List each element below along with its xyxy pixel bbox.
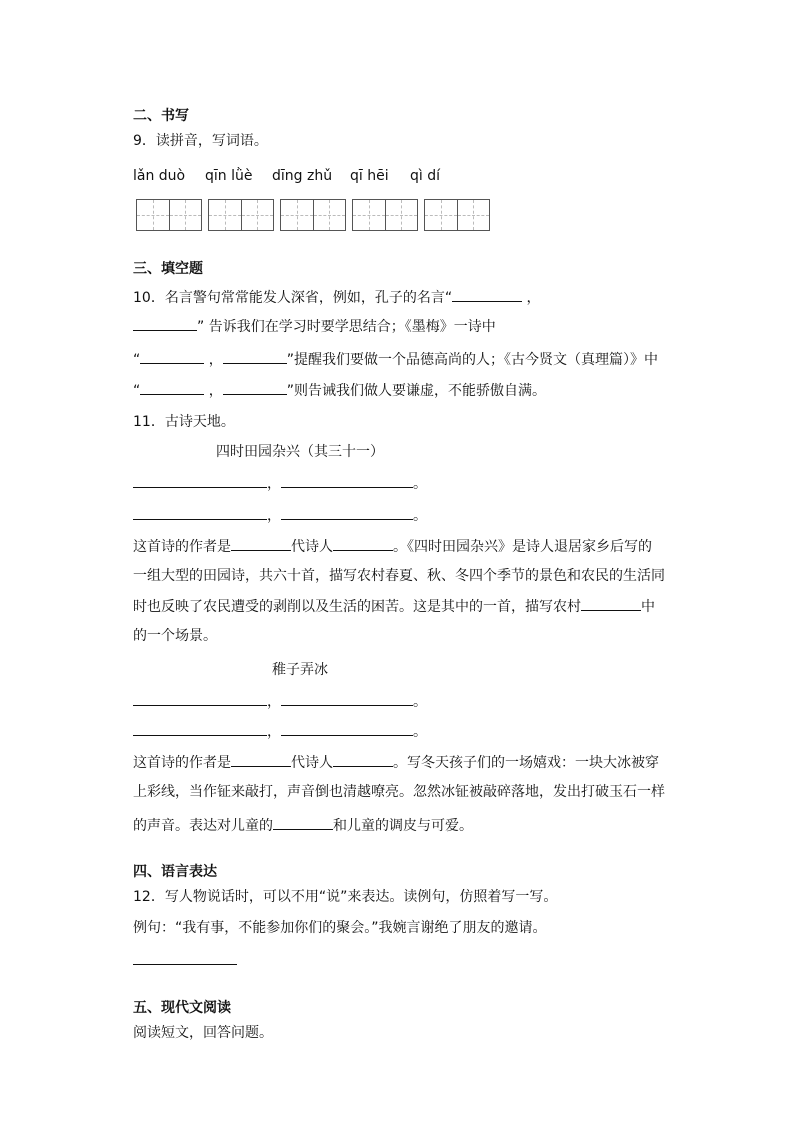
writing-grid-5[interactable] [424, 199, 490, 231]
answer-blank[interactable] [581, 596, 641, 611]
question-11: 11．古诗天地。 [133, 414, 235, 430]
answer-blank[interactable] [133, 505, 267, 520]
answer-blank[interactable] [281, 473, 413, 488]
pinyin-1: lǎn duò [133, 168, 186, 184]
question-10-line-3: “ ， ”提醒我们要做一个品德高尚的人；《古今贤文（真理篇）》中 [133, 349, 658, 370]
answer-blank[interactable] [281, 505, 413, 520]
section-heading-reading: 五、现代文阅读 [133, 1000, 231, 1016]
poem-2-note-line-3: 的声音。表达对儿童的 和儿童的调皮与可爱。 [133, 815, 473, 836]
poem-2-title: 稚子弄冰 [272, 662, 328, 678]
pinyin-2: qīn lǜè [205, 168, 253, 184]
poem-1-line-2: ， 。 [133, 505, 427, 526]
answer-blank[interactable] [133, 950, 237, 965]
writing-grid-3[interactable] [280, 199, 346, 231]
answer-blank[interactable] [281, 721, 413, 736]
answer-blank[interactable] [273, 815, 333, 830]
reading-instruction: 阅读短文，回答问题。 [133, 1025, 273, 1041]
section-heading-expression: 四、语言表达 [133, 864, 217, 880]
answer-blank[interactable] [140, 349, 204, 364]
section-heading-fill: 三、填空题 [133, 261, 203, 277]
pinyin-4: qī hēi [350, 168, 389, 184]
question-12: 12．写人物说话时，可以不用“说”来表达。读例句，仿照着写一写。 [133, 889, 558, 905]
question-10-line-1: 10．名言警句常常能发人深省，例如，孔子的名言“ ， [133, 287, 541, 308]
poem-1-note-line-4: 的一个场景。 [133, 628, 217, 644]
answer-blank[interactable] [223, 349, 287, 364]
answer-blank[interactable] [231, 536, 291, 551]
poem-2-note-line-1: 这首诗的作者是 代诗人 。写冬天孩子们的一场嬉戏：一块大冰被穿 [133, 752, 659, 773]
poem-2-note-line-2: 上彩线，当作钲来敲打，声音倒也清越嘹亮。忽然冰钲被敲碎落地，发出打破玉石一样 [133, 784, 665, 800]
question-9: 9．读拼音，写词语。 [133, 133, 268, 149]
question-10-line-2: ” 告诉我们在学习时要学思结合；《墨梅》一诗中 [133, 316, 496, 337]
answer-blank[interactable] [133, 473, 267, 488]
writing-grid-2[interactable] [208, 199, 274, 231]
answer-blank[interactable] [231, 752, 291, 767]
answer-blank[interactable] [133, 316, 197, 331]
example-sentence: 例句：“我有事，不能参加你们的聚会。”我婉言谢绝了朋友的邀请。 [133, 920, 547, 936]
section-heading-writing: 二、书写 [133, 108, 189, 124]
answer-blank[interactable] [452, 287, 522, 302]
answer-blank[interactable] [333, 536, 393, 551]
poem-1-note-line-2: 一组大型的田园诗，共六十首，描写农村春夏、秋、冬四个季节的景色和农民的生活同 [133, 568, 665, 584]
answer-line-12[interactable] [133, 950, 237, 971]
writing-grid-4[interactable] [352, 199, 418, 231]
poem-1-note-line-3: 时也反映了农民遭受的剥削以及生活的困苦。这是其中的一首，描写农村 中 [133, 596, 655, 617]
poem-1-line-1: ， 。 [133, 473, 427, 494]
answer-blank[interactable] [140, 380, 204, 395]
answer-blank[interactable] [223, 380, 287, 395]
poem-1-title: 四时田园杂兴（其三十一） [216, 444, 384, 460]
poem-1-note-line-1: 这首诗的作者是 代诗人 。《四时田园杂兴》是诗人退居家乡后写的 [133, 536, 652, 557]
answer-blank[interactable] [133, 721, 267, 736]
answer-blank[interactable] [133, 691, 267, 706]
answer-blank[interactable] [281, 691, 413, 706]
pinyin-3: dīng zhǔ [272, 168, 333, 184]
answer-blank[interactable] [333, 752, 393, 767]
pinyin-5: qì dí [410, 168, 441, 184]
poem-2-line-2: ， 。 [133, 721, 427, 742]
writing-grid-1[interactable] [136, 199, 202, 231]
question-10-line-4: “ ， ”则告诫我们做人要谦虚，不能骄傲自满。 [133, 380, 546, 401]
poem-2-line-1: ， 。 [133, 691, 427, 712]
